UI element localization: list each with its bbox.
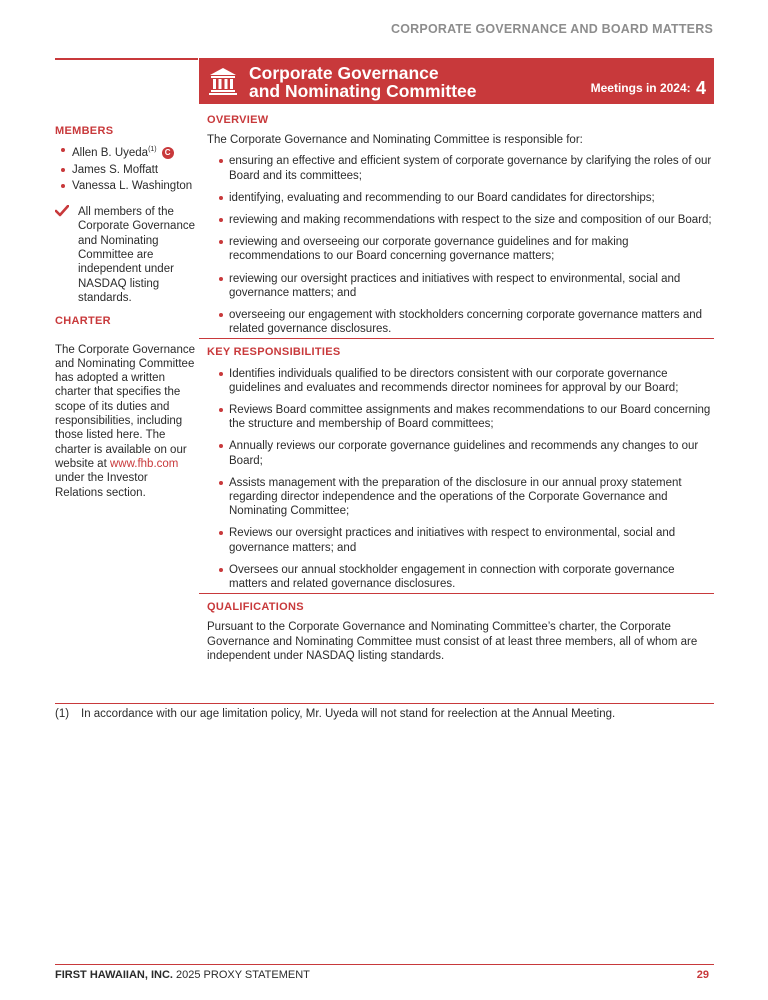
overview-heading: OVERVIEW	[207, 114, 269, 126]
committee-banner	[199, 58, 714, 104]
meetings-count	[591, 78, 706, 99]
footnote-ref: (1)	[148, 146, 157, 154]
list-item: identifying, evaluating and recommending to our Board candidates for directorships;	[207, 191, 714, 205]
charter-heading: CHARTER	[55, 315, 111, 328]
list-item: reviewing and overseeing our corporate governance guidelines and for making recommendations to our Board concerning governance matters;	[207, 235, 714, 263]
list-item: Identifies individuals qualified to be directors consistent with our corporate governance guidelines and evaluates and recommends director nominees for approval by our Board;	[207, 367, 714, 395]
meetings-label: Meetings in 2024:	[590, 81, 691, 95]
list-item: Reviews our oversight practices and initiatives with respect to environmental, social and governance matters; and	[207, 526, 714, 554]
member-item	[61, 163, 197, 177]
qualifications-text: Pursuant to the Corporate Governance and Nominating Committee’s charter, the Corporate Governance and Nominating Committee must consist of at least three members, all of whom are independent under NASDAQ listing standards.	[207, 621, 698, 662]
list-item: Oversees our annual stockholder engagement in connection with corporate governance matters and related governance disclosures.	[207, 563, 714, 591]
list-item: reviewing our oversight practices and initiatives with respect to environmental, social and governance matters; and	[207, 272, 714, 300]
main-content	[207, 113, 714, 663]
document-title: 2025 PROXY STATEMENT	[176, 969, 310, 981]
checkmark-icon	[55, 205, 69, 217]
member-name: Allen B. Uyeda	[72, 147, 149, 160]
sidebar	[55, 124, 197, 500]
footnote	[55, 707, 714, 721]
page-number: 29	[696, 969, 709, 981]
page-footer-rule	[55, 964, 714, 965]
responsibilities-list	[207, 367, 714, 592]
left-column-rule	[55, 58, 198, 60]
list-item: overseeing our engagement with stockholders concerning corporate governance matters and related governance disclosures.	[207, 308, 714, 336]
section-header: CORPORATE GOVERNANCE AND BOARD MATTERS	[391, 22, 713, 36]
overview-intro: The Corporate Governance and Nominating Committee is responsible for:	[207, 134, 583, 147]
overview-list	[207, 154, 714, 336]
website-link[interactable]: www.fhb.com	[109, 457, 179, 470]
charter-text	[55, 343, 197, 500]
list-item: Assists management with the preparation of the disclosure in our annual proxy statement regarding director independence and the operations of the Corporate Governance and Nominating Committee;	[207, 476, 714, 519]
page-footer	[55, 969, 714, 981]
qualifications-heading: QUALIFICATIONS	[207, 601, 304, 614]
members-list	[61, 143, 197, 193]
committee-title	[249, 64, 477, 100]
member-item	[61, 179, 197, 193]
member-name: Vanessa L. Washington	[72, 179, 193, 192]
bank-building-icon	[208, 66, 238, 96]
meetings-number: 4	[695, 78, 706, 98]
footnote-text: In accordance with our age limitation policy, Mr. Uyeda will not stand for reelection at the Annual Meeting.	[81, 708, 616, 720]
list-item: ensuring an effective and efficient system of corporate governance by clarifying the roles of our Board and its committees;	[207, 154, 714, 182]
member-name: James S. Moffatt	[72, 163, 159, 176]
footnote-mark: (1)	[55, 708, 70, 720]
committee-title-line2: and Nominating Committee	[249, 81, 477, 101]
section-divider	[199, 593, 714, 594]
committee-title-line1: Corporate Governance	[249, 63, 439, 83]
charter-body-start: The Corporate Governance and Nominating Committee has adopted a written charter that specifies the scope of its duties and responsibilities, including those listed here. The charter is available on our website at	[55, 343, 195, 470]
section-divider	[199, 338, 714, 339]
independence-note	[55, 205, 197, 305]
independence-text: All members of the Corporate Governance and Nominating Committee are independent under NASDAQ listing standards.	[78, 206, 195, 304]
company-name: FIRST HAWAIIAN, INC.	[55, 969, 173, 981]
list-item: Annually reviews our corporate governance guidelines and recommends any changes to our Board;	[207, 439, 714, 467]
charter-body-end: under the Investor Relations section.	[55, 472, 148, 499]
list-item: reviewing and making recommendations with respect to the size and composition of our Board;	[207, 213, 714, 227]
member-item	[61, 143, 197, 160]
responsibilities-heading: KEY RESPONSIBILITIES	[207, 346, 341, 359]
list-item: Reviews Board committee assignments and makes recommendations to our Board concerning the structure and membership of Board committees;	[207, 403, 714, 431]
footnote-rule	[55, 703, 714, 704]
members-heading: MEMBERS	[55, 125, 114, 137]
chair-badge-icon: C	[162, 147, 174, 159]
